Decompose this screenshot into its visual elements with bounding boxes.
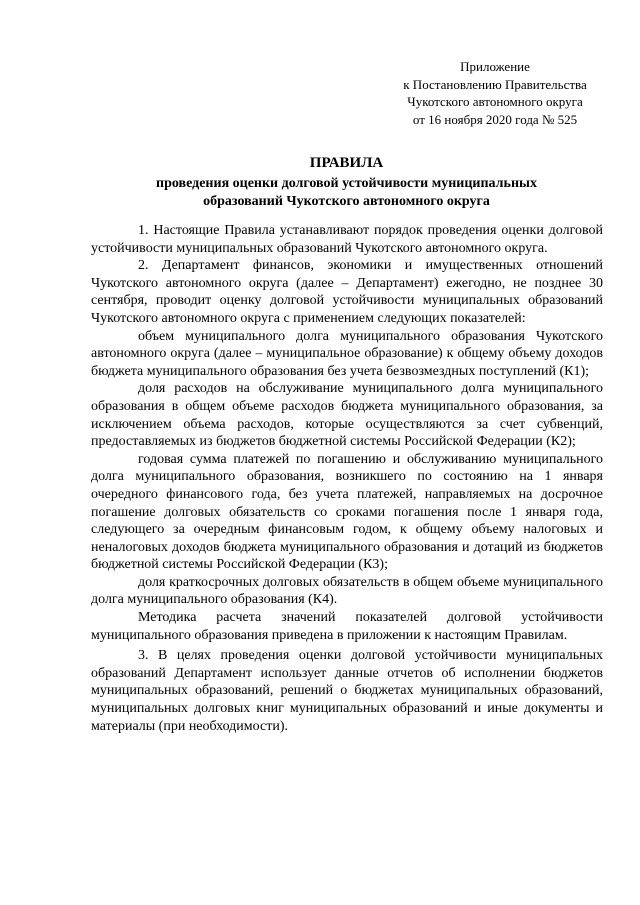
document-title	[90, 154, 603, 211]
appendix-date-number: от 16 ноября 2020 года № 525	[412, 111, 578, 127]
title-main: ПРАВИЛА	[309, 155, 384, 171]
title-line-1: проведения оценки долговой устойчивости муниципальных	[156, 176, 537, 191]
paragraph-3: 3. В целях проведения оценки долговой устойчивости муниципальных образований Департамент использует данные отчетов об исполнении бюджетов муниципальных образований, решений о бюджетах муниципальных образований, муниципальных долговых книг муниципальных образований и иные документы и материалы (при необходимости).	[91, 648, 603, 734]
indicator-k4: доля краткосрочных долговых обязательств в общем объеме муниципального долга муниципального образования (К4).	[91, 574, 603, 608]
indicator-k3: годовая сумма платежей по погашению и обслуживанию муниципального долга муниципального образования, возникшего по состоянию на 1 января очередного финансового года, без учета платежей, направляемых на досрочное погашение долговых обязательств со сроками погашения после 1 января года, следующего за очередным финансовым годом, к общему объему налоговых и неналоговых доходов бюджета муниципального образования и дотаций из бюджетов бюджетной системы Российской Федерации (К3);	[91, 451, 603, 573]
appendix-region: Чукотского автономного округа	[407, 94, 583, 109]
title-line-2: образований Чукотского автономного округа	[203, 194, 490, 209]
indicator-k2: доля расходов на обслуживание муниципального долга муниципального образования в общем объеме расходов бюджета муниципального образования, за исключением объема расходов, которые осуществляются за счет субвенций, предоставляемых из бюджетов бюджетной системы Российской Федерации (К2);	[91, 381, 603, 450]
methodology-paragraph: Методика расчета значений показателей долговой устойчивости муниципального образования приведена в приложении к настоящим Правилам.	[91, 610, 603, 643]
appendix-header	[380, 58, 610, 128]
document-body	[91, 222, 603, 735]
indicator-k1: объем муниципального долга муниципального образования Чукотского автономного округа (далее – муниципальное образование) к общему объему доходов бюджета муниципального образования без учета безвозмездных поступлений (К1);	[91, 328, 603, 379]
paragraph-2: 2. Департамент финансов, экономики и имущественных отношений Чукотского автономного округа (далее – Департамент) ежегодно, не позднее 30 сентября, проводит оценку долговой устойчивости муниципальных образований Чукотского автономного округа с применением следующих показателей:	[91, 258, 603, 326]
appendix-resolution: к Постановлению Правительства	[403, 76, 587, 92]
paragraph-1: 1. Настоящие Правила устанавливают порядок проведения оценки долговой устойчивости муниципальных образований Чукотского автономного округа.	[91, 223, 603, 256]
appendix-label: Приложение	[460, 59, 530, 74]
